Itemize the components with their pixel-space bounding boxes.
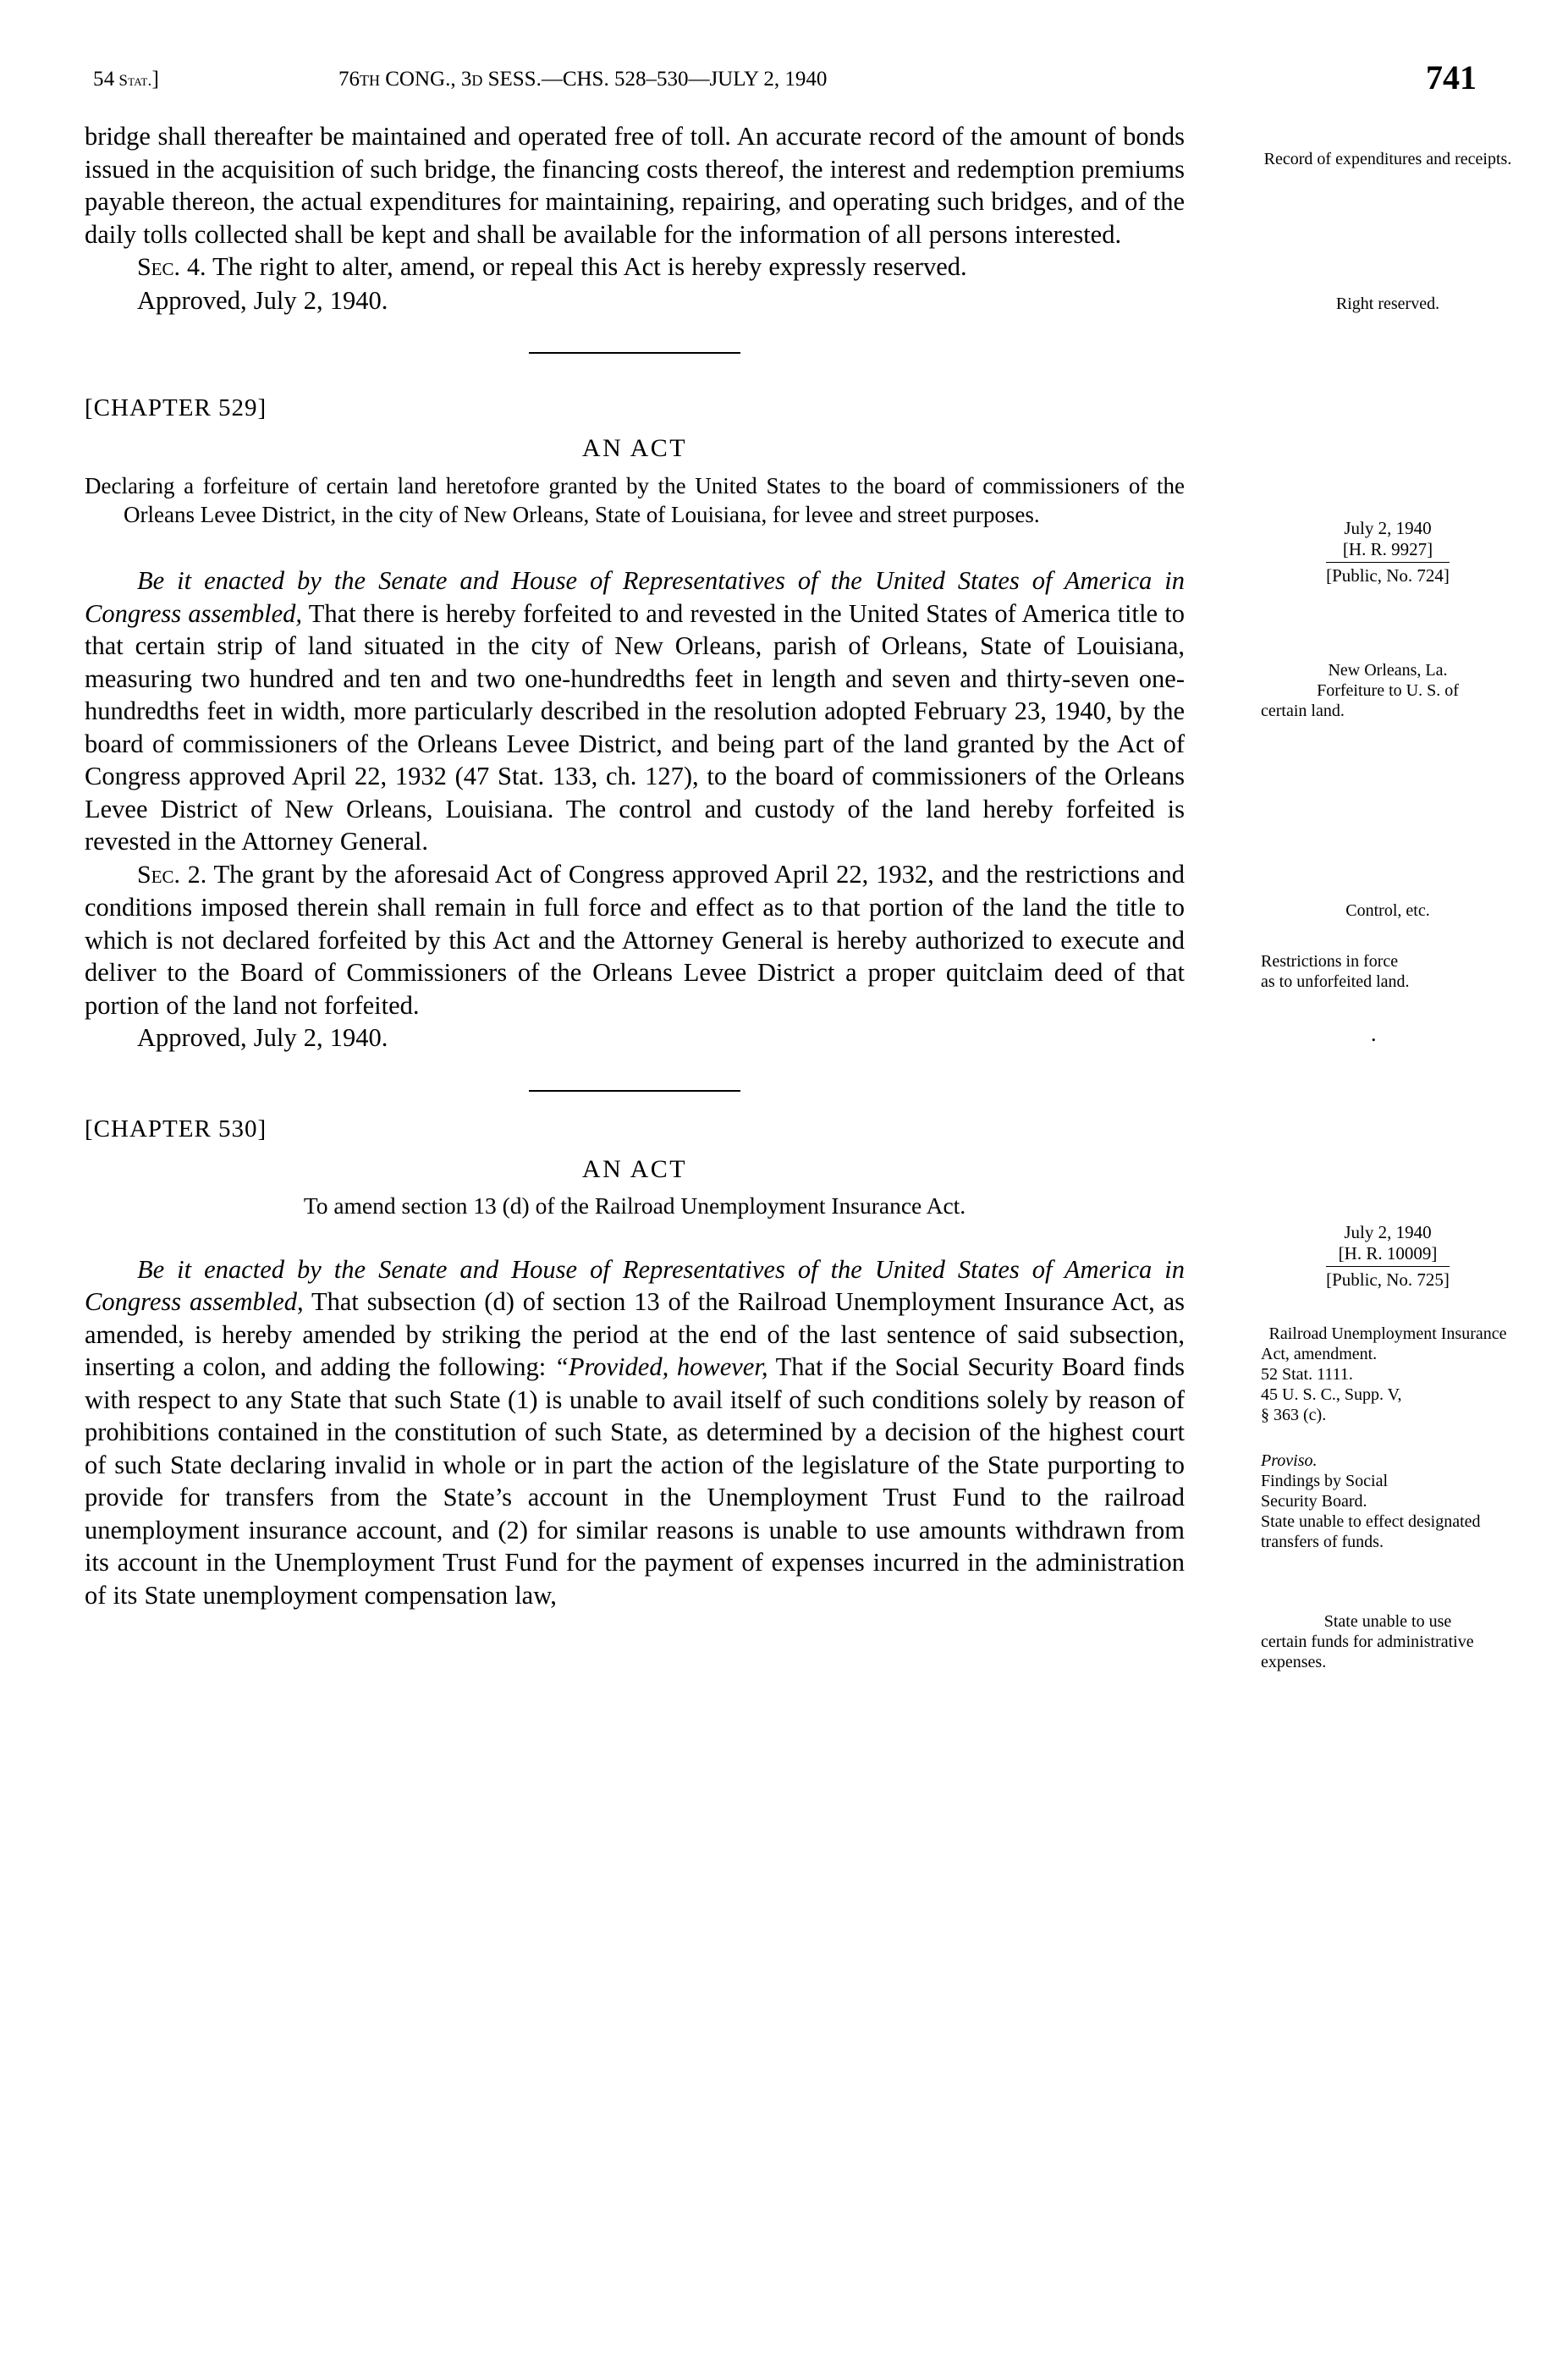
section-text: The grant by the aforesaid Act of Congress approved April 22, 1932, and the restrictions and conditions imposed therein shall remain in full force and effect as to that portion of the land the title to which is not declared forfeited by this Act and the Attorney General is hereby authorized to execute and deliver to the Board of Commissioners of the Orleans Levee District a proper quitclaim deed of that portion of the land not forfeited. xyxy=(85,859,1185,1020)
running-head-left xyxy=(93,68,159,91)
sidenote-text: as to unforfeited land. xyxy=(1261,972,1410,991)
main-column xyxy=(85,120,1185,1611)
page-number: 741 xyxy=(1426,58,1477,96)
chapter-528-paragraph: bridge shall thereafter be maintained and operated free of toll. An accurate record of the amount of bonds issued in the acquisition of such bridge, the financing costs thereof, the interest and redemption premiums payable thereon, the actual expenditures for maintaining, repairing, and operating such bridges, and of the daily tolls collected shall be kept and shall be available for the information of all persons interested. xyxy=(85,122,1185,249)
running-head xyxy=(85,58,1483,110)
public-law-number: [Public, No. 725] xyxy=(1326,1266,1450,1291)
chapter-529-section-1 xyxy=(85,564,1185,858)
bill-info-529 xyxy=(1261,518,1515,586)
chapter-530-section-1 xyxy=(85,1253,1185,1612)
chapter-530-label: [CHAPTER 530] xyxy=(85,1115,267,1142)
sidenote-text: certain land. xyxy=(1261,702,1345,720)
section-1-text: That there is hereby forfeited to and revested in the United States of America title to that certain strip of land situated in the city of New Orleans, parish of Orleans, State of Louisiana, measuring two hundred and ten and two one-hundredths feet in length and seven and thirty-seven one-hundredths feet in width, more particularly described in the resolution adopted February 23, 1940, by the board of commissioners of the Orleans Levee District, and being part of the land granted by the Act of Congress approved April 22, 1932 (47 Stat. 133, ch. 127), to the board of commissioners of the Orleans Levee District of New Orleans, Louisiana. The control and custody of the land hereby forfeited is revested in the Attorney General. xyxy=(85,598,1185,856)
page-body xyxy=(85,120,1512,1671)
sidenote-text: New Orleans, La. xyxy=(1328,661,1448,680)
running-head-title: 76th CONG., 3d SESS.—CHS. 528–530—JULY 2, 1940 xyxy=(338,68,828,91)
chapter-528-approved: Approved, July 2, 1940. xyxy=(137,285,388,315)
sidenote-text: Record of expenditures and receipts. xyxy=(1263,150,1512,168)
sidenote-text: Findings by Social xyxy=(1261,1472,1389,1490)
sidenote-text: Security Board. xyxy=(1261,1492,1367,1511)
volume-label: Stat. xyxy=(118,72,152,90)
sidenote-state-unable-admin-expenses xyxy=(1261,1611,1515,1672)
section-divider xyxy=(529,1090,740,1092)
chapter-530-description: To amend section 13 (d) of the Railroad Unemployment Insurance Act. xyxy=(303,1192,966,1219)
sidenote-text: Railroad Unemployment Insurance xyxy=(1268,1324,1507,1343)
sidenote-text: § 363 (c). xyxy=(1261,1406,1327,1424)
sidenote-text: Restrictions in force xyxy=(1261,952,1399,971)
section-divider xyxy=(529,352,740,354)
sidenote-right-reserved xyxy=(1261,294,1515,314)
section-label: Sec. 4. xyxy=(137,253,206,281)
sidenote-text: 52 Stat. 1111. xyxy=(1261,1365,1353,1384)
section-label: Sec. 2. xyxy=(137,860,207,889)
sidenote-text: Forfeiture to U. S. of xyxy=(1317,681,1459,700)
chapter-529-approved: Approved, July 2, 1940. xyxy=(137,1023,388,1052)
stray-mark: . xyxy=(1371,1021,1377,1046)
sidenote-proviso-findings xyxy=(1261,1451,1515,1552)
bill-date: July 2, 1940 xyxy=(1344,518,1432,538)
sidenote-text: Right reserved. xyxy=(1335,295,1440,313)
enacting-clause: Be it enacted by the Senate and House of Representatives of the United States of America in Congress assembled, xyxy=(85,1254,1185,1316)
sidenote-text: State unable to effect designated transfers of funds. xyxy=(1261,1512,1481,1551)
enacting-clause: Be it enacted by the Senate and House of Representatives of the United States of America in Congress assembled, xyxy=(85,566,1185,628)
public-law-number: [Public, No. 724] xyxy=(1326,562,1450,586)
bill-date: July 2, 1940 xyxy=(1344,1222,1432,1242)
sidenote-new-orleans-forfeiture xyxy=(1261,660,1515,721)
chapter-529-an-act: AN ACT xyxy=(581,434,688,462)
sidenote-text: Act, amendment. xyxy=(1261,1345,1378,1363)
sidenote-text: Control, etc. xyxy=(1345,901,1430,920)
section-1-text-b: That if the Social Security Board finds with respect to any State that such State (1) is unable to avail itself of such conditions solely by reason of prohibitions contained in the constitution of such State, as determined by a decision of the highest court of such State declaring invalid in whole or in part the action of the legislature of the State purporting to provide for transfers from the State’s account in the Unemployment Trust Fund to the railroad unemployment insurance account, and (2) for similar reasons is unable to use amounts withdrawn from its account in the Unemployment Trust Fund for the payment of expenses incurred in the administration of its State unemployment compensation law, xyxy=(85,1352,1186,1610)
sidenote-text: Proviso. xyxy=(1261,1451,1318,1470)
sidenote-control-etc xyxy=(1261,900,1515,921)
volume-number: 54 xyxy=(93,68,115,91)
running-head-center xyxy=(338,68,827,91)
bill-number: [H. R. 9927] xyxy=(1342,539,1433,559)
sidenote-text: 45 U. S. C., Supp. V, xyxy=(1261,1385,1402,1404)
chapter-530-an-act: AN ACT xyxy=(581,1154,688,1183)
sidenote-railroad-unemployment-act xyxy=(1261,1324,1515,1425)
bill-info-530 xyxy=(1261,1222,1515,1291)
sidenote-record-of-expenditures xyxy=(1261,149,1515,169)
chapter-529-section-2 xyxy=(85,858,1185,1022)
proviso-quote: “Provided, however, xyxy=(553,1352,768,1381)
sidenote-restrictions-in-force xyxy=(1261,951,1515,992)
volume-bracket: ] xyxy=(151,68,159,91)
sidenote-text: State unable to use xyxy=(1323,1612,1452,1631)
sidenote-text: certain funds for administrative expenses. xyxy=(1261,1632,1474,1671)
chapter-529-label: [CHAPTER 529] xyxy=(85,394,267,421)
chapter-529-description: Declaring a forfeiture of certain land heretofore granted by the United States to the board of commissioners of the Orleans Levee District, in the city of New Orleans, State of Louisiana, for levee and street purposes. xyxy=(85,473,1185,527)
section-1-text-a: That subsection (d) of section 13 of the Railroad Unemployment Insurance Act, as amended, is hereby amended by striking the period at the end of the last sentence of said subsection, inserting a colon, and adding the following: xyxy=(85,1287,1186,1381)
bill-number: [H. R. 10009] xyxy=(1338,1243,1438,1264)
section-text: The right to alter, amend, or repeal this Act is hereby expressly reserved. xyxy=(206,252,967,281)
chapter-528-section-4 xyxy=(85,251,1185,284)
